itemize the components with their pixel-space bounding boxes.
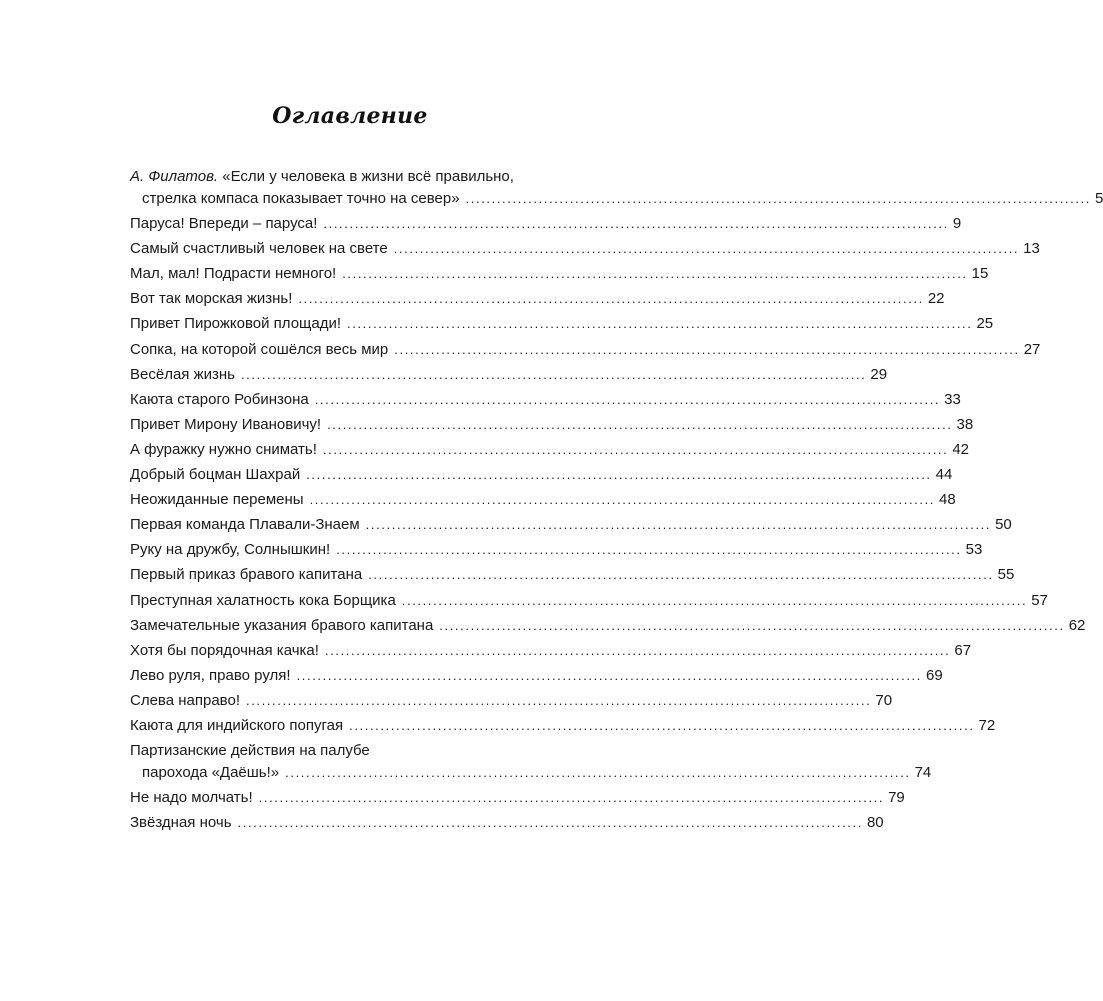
dot-leader: ........................................................................................................................ [245, 692, 872, 708]
toc-entry-title: Лево руля, право руля! [130, 666, 291, 684]
dot-leader: ........................................................................................................................ [324, 642, 951, 658]
toc-page-number: 80 [866, 814, 884, 832]
toc-entry[interactable] [130, 539, 983, 561]
toc-page-number: 48 [939, 491, 956, 509]
dot-leader: ........................................................................................................................ [336, 542, 962, 558]
toc-page-number: 44 [935, 466, 953, 484]
toc-entry[interactable] [130, 590, 1048, 612]
toc-entry[interactable] [130, 213, 962, 235]
toc-entry[interactable] [130, 715, 996, 737]
toc-entry-title: Мал, мал! Подрасти немного! [130, 265, 337, 283]
toc-page-number: 13 [1023, 240, 1040, 258]
toc-entry[interactable] [130, 238, 1040, 260]
toc-entry[interactable] [130, 640, 972, 662]
toc-page-number: 53 [965, 541, 983, 559]
toc-entry-intro[interactable] [130, 166, 1103, 210]
table-of-contents [130, 166, 1103, 837]
toc-entry[interactable] [130, 339, 1041, 361]
dot-leader: ........................................................................................................................ [347, 316, 973, 332]
dot-leader: ........................................................................................................................ [465, 191, 1091, 206]
toc-page-number: 70 [875, 691, 893, 709]
toc-entry-title: Руку на дружбу, Солнышкин! [130, 541, 331, 559]
toc-entry-title: Самый счастливый человек на свете [130, 240, 388, 258]
toc-entry-title: Неожиданные перемены [130, 491, 304, 509]
toc-entry-title: Привет Пирожковой площади! [130, 315, 342, 333]
toc-page-number: 15 [971, 265, 989, 283]
toc-entry-line [130, 188, 1103, 210]
dot-leader: ........................................................................................................................ [306, 467, 932, 483]
toc-page-number: 79 [888, 789, 905, 807]
toc-page-number: 57 [1031, 591, 1048, 609]
toc-entry-title: «Если у человека в жизни всё правильно, [222, 168, 514, 185]
toc-entry-multiline[interactable] [130, 740, 932, 784]
dot-leader: ........................................................................................................................ [322, 441, 949, 457]
toc-page-number: 22 [927, 290, 945, 308]
dot-leader: ........................................................................................................................ [314, 391, 941, 407]
toc-entry[interactable] [130, 564, 1015, 586]
toc-entry[interactable] [130, 690, 893, 712]
dot-leader: ........................................................................................................................ [401, 592, 1028, 608]
toc-entry-title: А фуражку нужно снимать! [130, 440, 317, 458]
dot-leader: ........................................................................................................................ [394, 341, 1020, 357]
toc-entry-title: Замечательные указания бравого капитана [130, 616, 434, 634]
dot-leader: ........................................................................................................................ [298, 291, 924, 307]
toc-entry-list [130, 787, 905, 834]
dot-leader: ........................................................................................................................ [240, 366, 867, 382]
toc-entry[interactable] [130, 364, 888, 386]
page-title: Оглавление [272, 103, 428, 129]
toc-entry-title: Сопка, на которой сошёлся весь мир [130, 340, 389, 358]
dot-leader: ........................................................................................................................ [342, 266, 968, 282]
toc-entry[interactable] [130, 464, 953, 486]
dot-leader: ........................................................................................................................ [237, 815, 863, 831]
toc-page-number: 5 [1095, 190, 1103, 207]
toc-entry[interactable] [130, 787, 905, 809]
toc-entry[interactable] [130, 615, 1086, 637]
toc-entry-title: Вот так морская жизнь! [130, 290, 293, 308]
toc-entry[interactable] [130, 263, 989, 285]
toc-entry-title: Паруса! Впереди – паруса! [130, 215, 318, 233]
toc-entry[interactable] [130, 414, 974, 436]
toc-entry-title: Звёздная ночь [130, 814, 232, 832]
dot-leader: ........................................................................................................................ [368, 567, 994, 583]
toc-page-number: 33 [944, 390, 961, 408]
toc-entry[interactable] [130, 514, 1012, 536]
dot-leader: ........................................................................................................................ [349, 717, 975, 733]
toc-entry-title: Первый приказ бравого капитана [130, 566, 363, 584]
toc-page-number: 27 [1023, 340, 1041, 358]
toc-entry[interactable] [130, 439, 970, 461]
dot-leader: ........................................................................................................................ [365, 517, 992, 533]
toc-page-number: 67 [954, 641, 972, 659]
dot-leader: ........................................................................................................................ [285, 765, 911, 781]
toc-page-number: 9 [952, 215, 962, 233]
toc-entry-title: Весёлая жизнь [130, 365, 235, 383]
toc-entry-title: Партизанские действия на палубе [130, 742, 370, 760]
toc-entry[interactable] [130, 489, 956, 511]
toc-entry[interactable] [130, 812, 884, 834]
toc-entry[interactable] [130, 313, 994, 335]
dot-leader: ........................................................................................................................ [296, 667, 922, 683]
dot-leader: ........................................................................................................................ [393, 241, 1020, 257]
toc-entry-title: Каюта для индийского попугая [130, 716, 344, 734]
toc-entry-list [130, 213, 1086, 737]
toc-entry-line [130, 762, 932, 784]
toc-entry-title: Каюта старого Робинзона [130, 390, 309, 408]
toc-page-number: 55 [997, 566, 1015, 584]
toc-page-number: 72 [978, 716, 996, 734]
toc-entry-title: Первая команда Плавали-Знаем [130, 516, 360, 534]
toc-page-number: 38 [956, 415, 974, 433]
toc-entry[interactable] [130, 389, 961, 411]
toc-entry-title: Добрый боцман Шахрай [130, 466, 301, 484]
toc-entry-line [130, 166, 597, 188]
dot-leader: ........................................................................................................................ [258, 790, 885, 806]
toc-page-number: 62 [1068, 616, 1086, 634]
toc-entry-title: парохода «Даёшь!» [142, 764, 280, 782]
toc-entry-title: Привет Мирону Ивановичу! [130, 415, 322, 433]
toc-entry-author: А. Филатов. [130, 168, 219, 185]
toc-entry-title: Не надо молчать! [130, 789, 253, 807]
toc-page-number: 29 [870, 365, 888, 383]
toc-page-number: 69 [925, 666, 943, 684]
toc-page-number: 25 [976, 315, 994, 333]
toc-entry[interactable] [130, 665, 943, 687]
toc-page-number: 50 [995, 516, 1012, 534]
toc-page-number: 74 [914, 764, 932, 782]
toc-page-number: 42 [952, 440, 970, 458]
toc-entry[interactable] [130, 288, 945, 310]
toc-entry-title: Слева направо! [130, 691, 240, 709]
dot-leader: ........................................................................................................................ [327, 416, 953, 432]
dot-leader: ........................................................................................................................ [309, 492, 936, 508]
toc-entry-title: Хотя бы порядочная качка! [130, 641, 319, 659]
toc-entry-title: Преступная халатность кока Борщика [130, 591, 396, 609]
dot-leader: ........................................................................................................................ [439, 617, 1065, 633]
toc-entry-title: стрелка компаса показывает точно на север» [142, 190, 460, 207]
dot-leader: ........................................................................................................................ [323, 216, 949, 232]
